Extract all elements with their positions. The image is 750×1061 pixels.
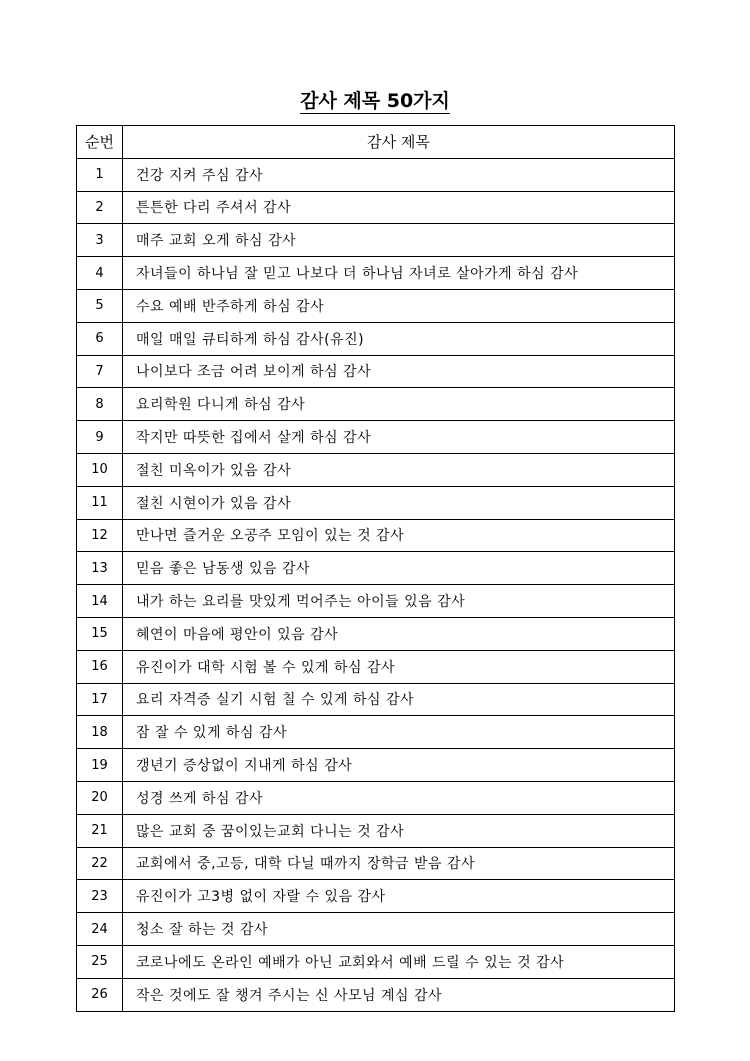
table-row xyxy=(77,486,675,519)
row-text: 수요 예배 반주하게 하심 감사 xyxy=(123,289,675,322)
row-text: 건강 지켜 주심 감사 xyxy=(123,158,675,191)
header-text: 감사 제목 xyxy=(123,126,675,159)
row-text: 믿음 좋은 남동생 있음 감사 xyxy=(123,552,675,585)
table-row xyxy=(77,191,675,224)
row-text: 많은 교회 중 꿈이있는교회 다니는 것 감사 xyxy=(123,814,675,847)
table-row xyxy=(77,289,675,322)
table-row xyxy=(77,847,675,880)
table-row xyxy=(77,585,675,618)
table-row xyxy=(77,322,675,355)
table-row xyxy=(77,355,675,388)
title-text: 감사 제목 50가지 xyxy=(300,90,450,112)
row-text: 유진이가 고3병 없이 자랄 수 있음 감사 xyxy=(123,880,675,913)
row-number: 9 xyxy=(77,421,123,454)
row-text: 코로나에도 온라인 예배가 아닌 교회와서 예배 드릴 수 있는 것 감사 xyxy=(123,945,675,978)
table-header-row xyxy=(77,126,675,159)
row-number: 6 xyxy=(77,322,123,355)
row-text: 청소 잘 하는 것 감사 xyxy=(123,913,675,946)
row-number: 11 xyxy=(77,486,123,519)
row-text: 혜연이 마음에 평안이 있음 감사 xyxy=(123,617,675,650)
table-row xyxy=(77,880,675,913)
row-number: 16 xyxy=(77,650,123,683)
table-row xyxy=(77,749,675,782)
row-number: 7 xyxy=(77,355,123,388)
table-row xyxy=(77,617,675,650)
row-text: 자녀들이 하나님 잘 믿고 나보다 더 하나님 자녀로 살아가게 하심 감사 xyxy=(123,257,675,290)
row-text: 만나면 즐거운 오공주 모임이 있는 것 감사 xyxy=(123,519,675,552)
table-row xyxy=(77,716,675,749)
gratitude-table xyxy=(76,125,675,1012)
row-text: 튼튼한 다리 주셔서 감사 xyxy=(123,191,675,224)
row-number: 24 xyxy=(77,913,123,946)
row-number: 13 xyxy=(77,552,123,585)
table-row xyxy=(77,945,675,978)
table-row xyxy=(77,519,675,552)
row-number: 3 xyxy=(77,224,123,257)
row-number: 20 xyxy=(77,781,123,814)
table-row xyxy=(77,913,675,946)
table-row xyxy=(77,158,675,191)
row-number: 2 xyxy=(77,191,123,224)
row-text: 절친 시현이가 있음 감사 xyxy=(123,486,675,519)
row-text: 갱년기 증상없이 지내게 하심 감사 xyxy=(123,749,675,782)
row-text: 교회에서 중,고등, 대학 다닐 때까지 장학금 받음 감사 xyxy=(123,847,675,880)
row-number: 19 xyxy=(77,749,123,782)
row-number: 1 xyxy=(77,158,123,191)
row-number: 26 xyxy=(77,978,123,1011)
row-text: 요리학원 다니게 하심 감사 xyxy=(123,388,675,421)
row-text: 작지만 따뜻한 집에서 살게 하심 감사 xyxy=(123,421,675,454)
table-row xyxy=(77,552,675,585)
page-title xyxy=(0,86,750,116)
row-text: 나이보다 조금 어려 보이게 하심 감사 xyxy=(123,355,675,388)
table-row xyxy=(77,224,675,257)
row-number: 8 xyxy=(77,388,123,421)
table-row xyxy=(77,683,675,716)
row-number: 25 xyxy=(77,945,123,978)
row-text: 성경 쓰게 하심 감사 xyxy=(123,781,675,814)
row-number: 15 xyxy=(77,617,123,650)
table-row xyxy=(77,257,675,290)
row-number: 5 xyxy=(77,289,123,322)
table-row xyxy=(77,814,675,847)
row-number: 12 xyxy=(77,519,123,552)
table-row xyxy=(77,453,675,486)
table-row xyxy=(77,421,675,454)
row-text: 매일 매일 큐티하게 하심 감사(유진) xyxy=(123,322,675,355)
table-row xyxy=(77,650,675,683)
row-text: 매주 교회 오게 하심 감사 xyxy=(123,224,675,257)
row-number: 23 xyxy=(77,880,123,913)
table-row xyxy=(77,781,675,814)
row-text: 작은 것에도 잘 챙겨 주시는 신 사모님 계심 감사 xyxy=(123,978,675,1011)
row-number: 21 xyxy=(77,814,123,847)
row-text: 절친 미옥이가 있음 감사 xyxy=(123,453,675,486)
header-num: 순번 xyxy=(77,126,123,159)
table-row xyxy=(77,388,675,421)
row-number: 22 xyxy=(77,847,123,880)
row-number: 17 xyxy=(77,683,123,716)
row-number: 10 xyxy=(77,453,123,486)
row-text: 요리 자격증 실기 시험 칠 수 있게 하심 감사 xyxy=(123,683,675,716)
row-number: 18 xyxy=(77,716,123,749)
row-number: 14 xyxy=(77,585,123,618)
row-text: 내가 하는 요리를 맛있게 먹어주는 아이들 있음 감사 xyxy=(123,585,675,618)
row-text: 잠 잘 수 있게 하심 감사 xyxy=(123,716,675,749)
row-number: 4 xyxy=(77,257,123,290)
table-row xyxy=(77,978,675,1011)
row-text: 유진이가 대학 시험 볼 수 있게 하심 감사 xyxy=(123,650,675,683)
